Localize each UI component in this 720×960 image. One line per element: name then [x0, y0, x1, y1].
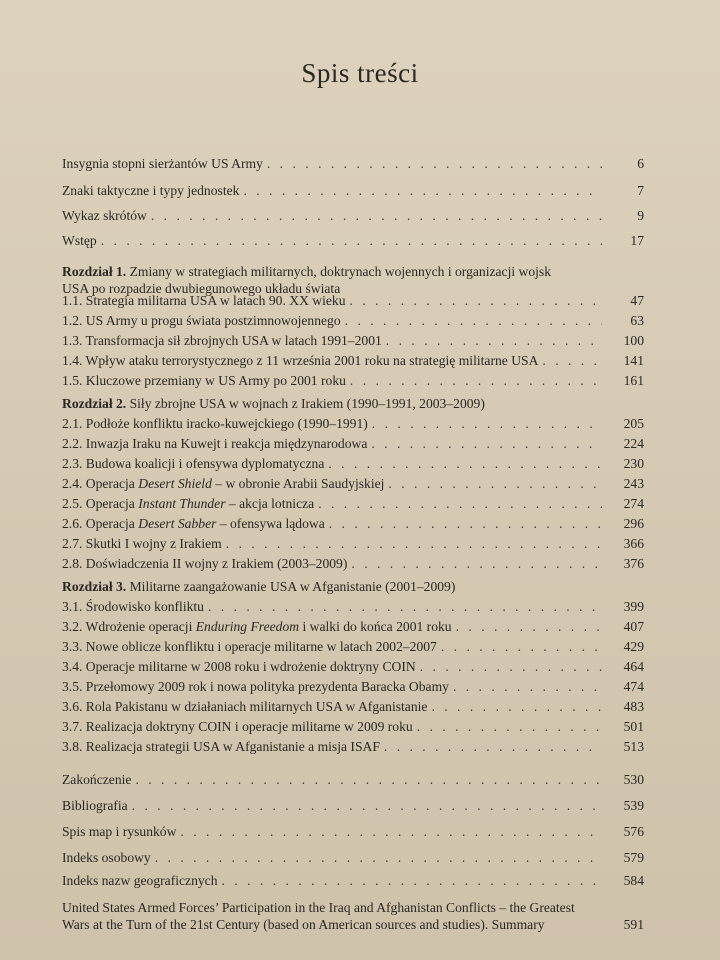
page-number: 513 [623, 739, 644, 754]
page-number: 399 [623, 599, 644, 614]
page-number: 17 [630, 233, 644, 248]
toc-entry [62, 475, 644, 492]
page-number: 584 [623, 873, 644, 888]
entry-label: Wykaz skrótów [62, 208, 147, 223]
entry-label: 1.5. Kluczowe przemiany w US Army po 2001 roku [62, 373, 346, 388]
toc-entry [62, 312, 644, 329]
entry-label: Indeks osobowy [62, 850, 151, 865]
toc-entry [62, 332, 644, 349]
entry-label: Insygnia stopni sierżantów US Army [62, 156, 263, 171]
chapter-heading [62, 578, 622, 595]
leader-dots [135, 771, 602, 788]
chapter-title: Siły zbrojne USA w wojnach z Irakiem (1990–1991, 2003–2009) [129, 396, 485, 411]
toc-entry [62, 232, 644, 249]
toc-entry [62, 182, 644, 199]
leader-dots [441, 638, 602, 655]
entry-label: 3.4. Operacje militarne w 2008 roku i wdrożenie doktryny COIN [62, 659, 416, 674]
toc-entry [62, 698, 644, 715]
toc-entry [62, 823, 644, 840]
toc-entry [62, 849, 644, 866]
entry-label-text: 2.5. Operacja [62, 496, 139, 511]
entry-label-text: – w obronie Arabii Saudyjskiej [211, 476, 385, 491]
entry-label: 3.6. Rola Pakistanu w działaniach militarnych USA w Afganistanie [62, 699, 428, 714]
entry-label-text: – akcja lotnicza [225, 496, 315, 511]
entry-label-italic: Enduring Freedom [195, 619, 300, 634]
entry-label: 2.3. Budowa koalicji i ofensywa dyplomatyczna [62, 456, 325, 471]
leader-dots [420, 658, 602, 675]
page-number: 230 [623, 456, 644, 471]
page-number: 576 [623, 824, 644, 839]
leader-dots [417, 718, 602, 735]
leader-dots [155, 849, 602, 866]
page-number: 530 [623, 772, 644, 787]
leader-dots [350, 292, 602, 309]
entry-label: 2.8. Doświadczenia II wojny z Irakiem (2003–2009) [62, 556, 348, 571]
page-number: 63 [630, 313, 644, 328]
leader-dots [101, 232, 602, 249]
page-number: 501 [623, 719, 644, 734]
leader-dots [384, 738, 602, 755]
page-number: 296 [623, 516, 644, 531]
entry-label: Wstęp [62, 233, 97, 248]
toc-entry [62, 292, 644, 309]
page-number: 474 [623, 679, 644, 694]
page-number: 591 [623, 917, 644, 932]
page-number: 205 [623, 416, 644, 431]
entry-label-text: 2.6. Operacja [62, 516, 139, 531]
entry-label: 2.1. Podłoże konfliktu iracko-kuwejckiego (1990–1991) [62, 416, 368, 431]
entry-label-text: 2.4. Operacja [62, 476, 139, 491]
page-number: 274 [623, 496, 644, 511]
entry-label: 1.1. Strategia militarna USA w latach 90. XX wieku [62, 293, 346, 308]
summary-label: United States Armed Forces’ Participation in the Iraq and Afghanistan Conflicts – the Greatest Wars at the Turn of the 21st Century (based on American sources and studies). Summary [62, 900, 575, 932]
toc-entry [62, 872, 644, 889]
entry-label-text: i walki do końca 2001 roku [299, 619, 452, 634]
entry-label [62, 495, 314, 512]
chapter-prefix: Rozdział 3. [62, 579, 127, 594]
page-number: 100 [623, 333, 644, 348]
entry-label: Indeks nazw geograficznych [62, 873, 218, 888]
entry-label: 1.2. US Army u progu świata postzimnowojennego [62, 313, 341, 328]
entry-label: Spis map i rysunków [62, 824, 177, 839]
leader-dots [386, 332, 602, 349]
toc-entry [62, 638, 644, 655]
entry-label: 3.1. Środowisko konfliktu [62, 599, 204, 614]
leader-dots [132, 797, 602, 814]
chapter-title: Militarne zaangażowanie USA w Afganistanie (2001–2009) [129, 579, 456, 594]
toc-entry [62, 415, 644, 432]
page-number: 376 [623, 556, 644, 571]
toc-entry [62, 658, 644, 675]
leader-dots [222, 872, 603, 889]
page-title: Spis treści [301, 58, 419, 88]
page-number: 464 [623, 659, 644, 674]
entry-label: Znaki taktyczne i typy jednostek [62, 183, 240, 198]
page-number: 539 [623, 798, 644, 813]
entry-label: 3.3. Nowe oblicze konfliktu i operacje militarne w latach 2002–2007 [62, 639, 437, 654]
leader-dots [453, 678, 602, 695]
toc-entry [62, 207, 644, 224]
entry-label-text: 3.2. Wdrożenie operacji [62, 619, 196, 634]
leader-dots [243, 182, 602, 199]
page-number: 141 [623, 353, 644, 368]
chapter-prefix: Rozdział 1. [62, 264, 127, 279]
leader-dots [351, 555, 602, 572]
entry-label: 1.3. Transformacja sił zbrojnych USA w latach 1991–2001 [62, 333, 382, 348]
leader-dots [456, 618, 602, 635]
page-number: 161 [623, 373, 644, 388]
toc-entry [62, 515, 644, 532]
toc-entry [62, 435, 644, 452]
entry-label-text: – ofensywa lądowa [216, 516, 325, 531]
entry-label: 1.4. Wpływ ataku terrorystycznego z 11 września 2001 roku na strategię militarne USA [62, 353, 539, 368]
entry-label: 3.7. Realizacja doktryny COIN i operacje militarne w 2009 roku [62, 719, 413, 734]
entry-label: 3.8. Realizacja strategii USA w Afganistanie a misja ISAF [62, 739, 380, 754]
chapter-title: Zmiany w strategiach militarnych, doktrynach wojennych i organizacji wojsk USA po rozpadzie dwubiegunowego układu świata [62, 264, 552, 296]
leader-dots [328, 455, 602, 472]
leader-dots [388, 475, 602, 492]
page-number: 429 [623, 639, 644, 654]
toc-entry [62, 455, 644, 472]
toc-entry [62, 718, 644, 735]
entry-label: Bibliografia [62, 798, 128, 813]
page-number: 6 [637, 156, 644, 171]
toc-entry [62, 598, 644, 615]
page-number: 7 [637, 183, 644, 198]
leader-dots [542, 352, 602, 369]
entry-label-italic: Desert Sabber [138, 516, 217, 531]
page-number: 9 [637, 208, 644, 223]
toc-entry [62, 771, 644, 788]
page-number: 483 [623, 699, 644, 714]
toc-entry [62, 555, 644, 572]
page-number: 47 [630, 293, 644, 308]
leader-dots [151, 207, 602, 224]
entry-label [62, 475, 384, 492]
toc-entry [62, 678, 644, 695]
page-number: 243 [623, 476, 644, 491]
leader-dots [372, 415, 602, 432]
leader-dots [371, 435, 602, 452]
summary-entry [62, 899, 644, 933]
leader-dots [350, 372, 602, 389]
toc-entry [62, 352, 644, 369]
toc-entry [62, 535, 644, 552]
toc-entry [62, 372, 644, 389]
entry-label-italic: Instant Thunder [138, 496, 226, 511]
entry-label [62, 618, 452, 635]
entry-label: 3.5. Przełomowy 2009 rok i nowa polityka prezydenta Baracka Obamy [62, 679, 449, 694]
leader-dots [318, 495, 602, 512]
page-number: 366 [623, 536, 644, 551]
entry-label [62, 515, 325, 532]
chapter-heading [62, 395, 622, 412]
entry-label-italic: Desert Shield [138, 476, 212, 491]
page-number: 579 [623, 850, 644, 865]
toc-entry [62, 797, 644, 814]
chapter-prefix: Rozdział 2. [62, 396, 127, 411]
page-number: 224 [623, 436, 644, 451]
leader-dots [267, 155, 602, 172]
entry-label: Zakończenie [62, 772, 132, 787]
entry-label: 2.2. Inwazja Iraku na Kuwejt i reakcja międzynarodowa [62, 436, 368, 451]
leader-dots [431, 698, 602, 715]
entry-label: 2.7. Skutki I wojny z Irakiem [62, 536, 222, 551]
toc-entry [62, 155, 644, 172]
toc-entry [62, 618, 644, 635]
leader-dots [180, 823, 602, 840]
leader-dots [329, 515, 602, 532]
leader-dots [226, 535, 602, 552]
page-number: 407 [623, 619, 644, 634]
leader-dots [345, 312, 602, 329]
leader-dots [208, 598, 602, 615]
toc-entry [62, 738, 644, 755]
toc-entry [62, 495, 644, 512]
